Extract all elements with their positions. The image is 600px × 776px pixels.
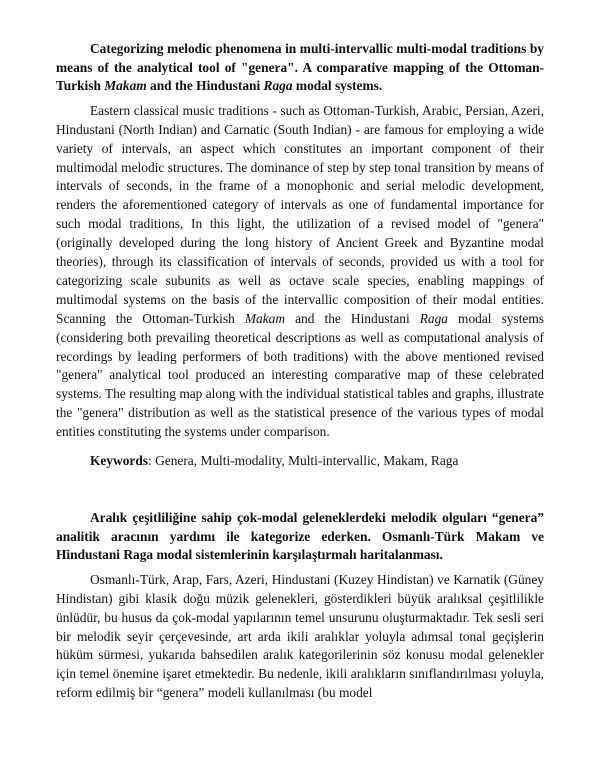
keywords-line xyxy=(56,452,544,471)
title-makam: Makam xyxy=(104,78,147,94)
keywords-label: Keywords xyxy=(90,453,149,469)
turkish-title-end: . xyxy=(439,547,443,563)
abstract-makam: Makam xyxy=(244,310,286,326)
title-raga: Raga xyxy=(263,78,293,94)
turkish-title-text: Aralık çeşitliliğine sahip çok-modal geleneklerdeki melodik olguları “genera” analitik aracının yardımı ile kategorize ederken. Osmanlı-Türk Makam ve Hindustani Raga modal sistemlerinin karşılaştırmalı haritalanması xyxy=(56,510,544,563)
english-title xyxy=(56,40,544,96)
turkish-abstract: Osmanlı-Türk, Arap, Fars, Azeri, Hindustani (Kuzey Hindistan) ve Karnatik (Güney Hindistan) gibi klasik doğu müzik gelenekleri, gösterdikleri büyük aralıksal çeşitlilikle ünlüdür, bu husus da çok-modal yapılarının temel unsurunu oluşturmaktadır. Tek sesli seri bir melodik seyir çerçevesinde, art arda ikili aralıklar yoluyla adımsal tonal geçişlerin hüküm sürmesi, yukarıda bahsedilen aralık kategorilerinin söz konusu modal gelenekler için temel önemine işaret etmektedir. Bu nedenle, ikili aralıkların sınıflandırılması yoluyla, reform edilmiş bir “genera” modeli kullanılması (bu model xyxy=(56,571,544,701)
abstract-text-3: modal systems (considering both prevailing theoretical descriptions as well as computational analysis of recordings by leading performers of both traditions) with the above mentioned revised "genera" analytical tool produced an interesting comparative map of these celebrated systems. The resulting map along with the individual statistical tables and graphs, illustrate the "genera" distribution as well as the statistical presence of the various types of modal entities constituting the systems under comparison. xyxy=(56,310,544,440)
section-gap xyxy=(56,471,544,509)
turkish-title xyxy=(56,509,544,565)
abstract-text-1: Eastern classical music traditions - such as Ottoman-Turkish, Arabic, Persian, Azeri, Hindustani (North Indian) and Carnatic (South Indian) - are famous for employing a wide variety of intervals, an aspect which constitutes an important component of their multimodal melodic structures. The dominance of step by step tonal transition by means of intervals of seconds, in the frame of a monophonic and serial melodic development, renders the aforementioned category of intervals as one of fundamental importance for such modal traditions, In this light, the utilization of a revised model of "genera" (originally developed during the long history of Ancient Greek and Byzantine modal theories), through its classification of intervals of seconds, provided us with a tool for categorizing scale subunits as well as octave scale species, enabling mappings of multimodal systems on the basis of the intervallic composition of their modal entities. Scanning the Ottoman-Turkish xyxy=(56,102,544,326)
document-page xyxy=(56,40,544,703)
abstract-raga: Raga xyxy=(419,310,448,326)
keywords-value: : Genera, Multi-modality, Multi-intervallic, Makam, Raga xyxy=(148,453,459,469)
title-text-3: modal systems. xyxy=(292,78,383,94)
english-abstract xyxy=(56,102,544,442)
title-text-2: and the Hindustani xyxy=(146,78,264,94)
title-text-1: Categorizing melodic phenomena in multi-intervallic multi-modal traditions by means of the analytical tool of "genera". A comparative mapping of the Ottoman-Turkish xyxy=(56,41,544,94)
abstract-text-2: and the Hindustani xyxy=(285,310,420,326)
